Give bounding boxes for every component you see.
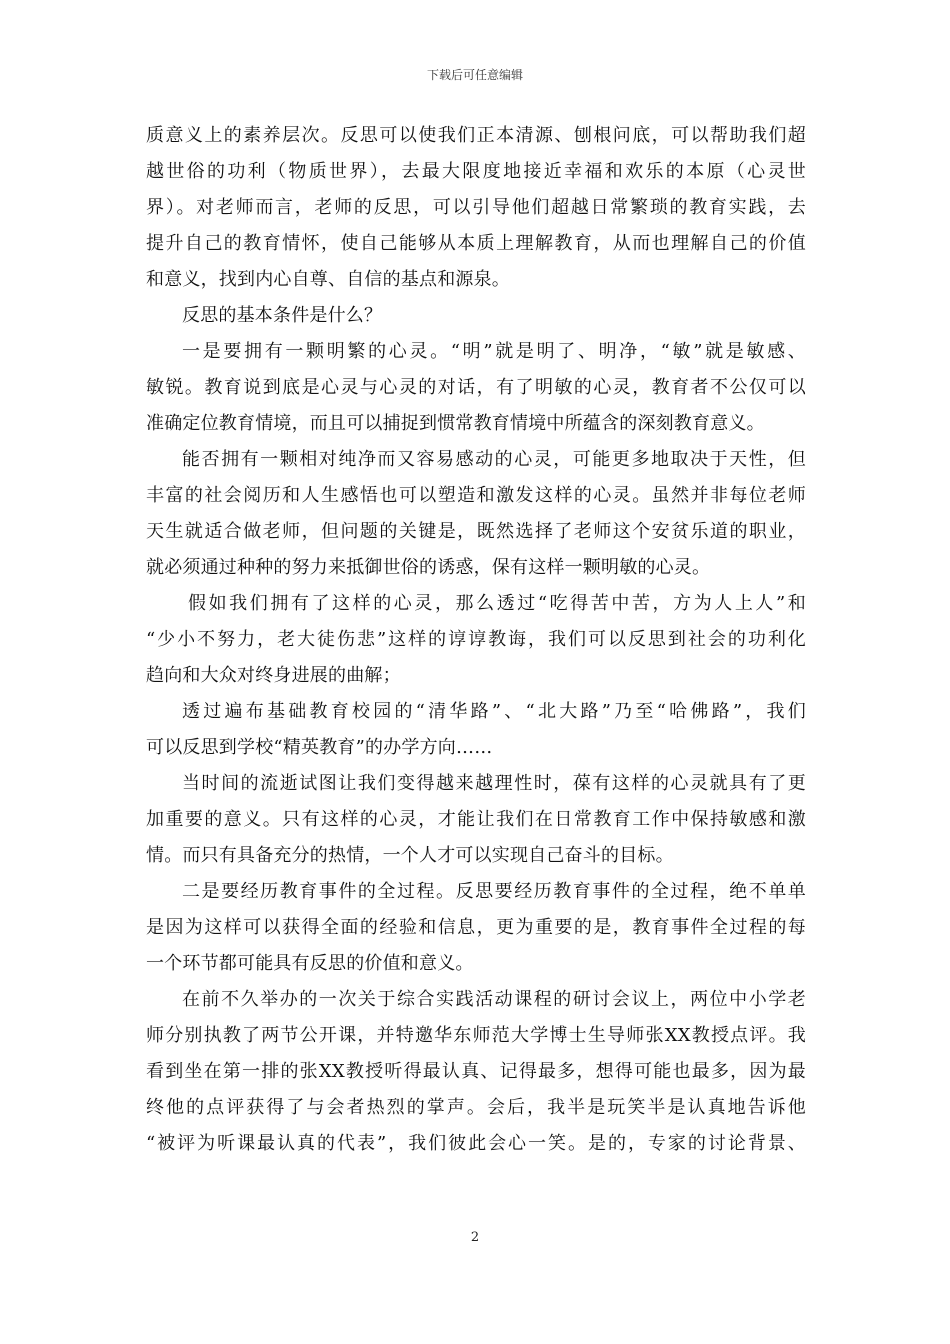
text-line: 师分别执教了两节公开课，并特邀华东师范大学博士生导师张XX教授点评。我: [146, 1025, 806, 1046]
text-line: 透过遍布基础教育校园的“清华路”、“北大路”乃至“哈佛路”，我们: [182, 701, 806, 722]
text-line: 情。而只有具备充分的热情，一个人才可以实现自己奋斗的目标。: [146, 845, 674, 866]
text-line: 二是要经历教育事件的全过程。反思要经历教育事件的全过程，绝不单单: [182, 881, 806, 902]
text-line: “少小不努力，老大徒伤悲”这样的谆谆教诲，我们可以反思到社会的功利化: [146, 629, 806, 650]
document-body: [146, 118, 806, 1162]
text-line: “被评为听课最认真的代表”，我们彼此会心一笑。是的，专家的讨论背景、: [146, 1133, 806, 1154]
text-line: 就必须通过种种的努力来抵御世俗的诱惑，保有这样一颗明敏的心灵。: [146, 557, 711, 578]
text-line: 天生就适合做老师，但问题的关键是，既然选择了老师这个安贫乐道的职业，: [146, 521, 806, 542]
text-line: 和意义，找到内心自尊、自信的基点和源泉。: [146, 269, 510, 290]
text-line: 当时间的流逝试图让我们变得越来越理性时，葆有这样的心灵就具有了更: [182, 773, 806, 794]
text-line: 可以反思到学校“精英教育”的办学方向……: [146, 737, 493, 758]
text-line: 丰富的社会阅历和人生感悟也可以塑造和激发这样的心灵。虽然并非每位老师: [146, 485, 806, 506]
text-line: 准确定位教育情境，而且可以捕捉到惯常教育情境中所蕴含的深刻教育意义。: [146, 413, 765, 434]
text-line: 敏锐。教育说到底是心灵与心灵的对话，有了明敏的心灵，教育者不公仅可以: [146, 377, 806, 398]
text-line: 在前不久举办的一次关于综合实践活动课程的研讨会议上，两位中小学老: [182, 989, 806, 1010]
text-line: 趋向和大众对终身进展的曲解；: [146, 665, 401, 686]
text-line: 是因为这样可以获得全面的经验和信息，更为重要的是，教育事件全过程的每: [146, 917, 806, 938]
page-number: 2: [470, 1230, 480, 1245]
text-line: 越世俗的功利（物质世界），去最大限度地接近幸福和欢乐的本原（心灵世: [146, 161, 806, 182]
text-line: 看到坐在第一排的张XX教授听得最认真、记得最多，想得可能也最多，因为最: [146, 1061, 806, 1082]
text-line: 界）。对老师而言，老师的反思，可以引导他们超越日常繁琐的教育实践，去: [146, 197, 806, 218]
text-line: 能否拥有一颗相对纯净而又容易感动的心灵，可能更多地取决于天性，但: [182, 449, 806, 470]
page-header: 下载后可任意编辑: [426, 68, 523, 82]
text-line: 一个环节都可能具有反思的价值和意义。: [146, 953, 474, 974]
text-line: 一是要拥有一颗明繁的心灵。“明”就是明了、明净，“敏”就是敏感、: [182, 341, 806, 362]
text-line: 质意义上的素养层次。反思可以使我们正本清源、刨根问底，可以帮助我们超: [146, 125, 806, 146]
text-line: 终他的点评获得了与会者热烈的掌声。会后，我半是玩笑半是认真地告诉他: [146, 1097, 806, 1118]
text-line: 假如我们拥有了这样的心灵，那么透过“吃得苦中苦，方为人上人”和: [188, 593, 806, 614]
section-question: 反思的基本条件是什么？: [182, 305, 383, 326]
text-line: 加重要的意义。只有这样的心灵，才能让我们在日常教育工作中保持敏感和激: [146, 809, 806, 830]
text-line: 提升自己的教育情怀，使自己能够从本质上理解教育，从而也理解自己的价值: [146, 233, 806, 254]
